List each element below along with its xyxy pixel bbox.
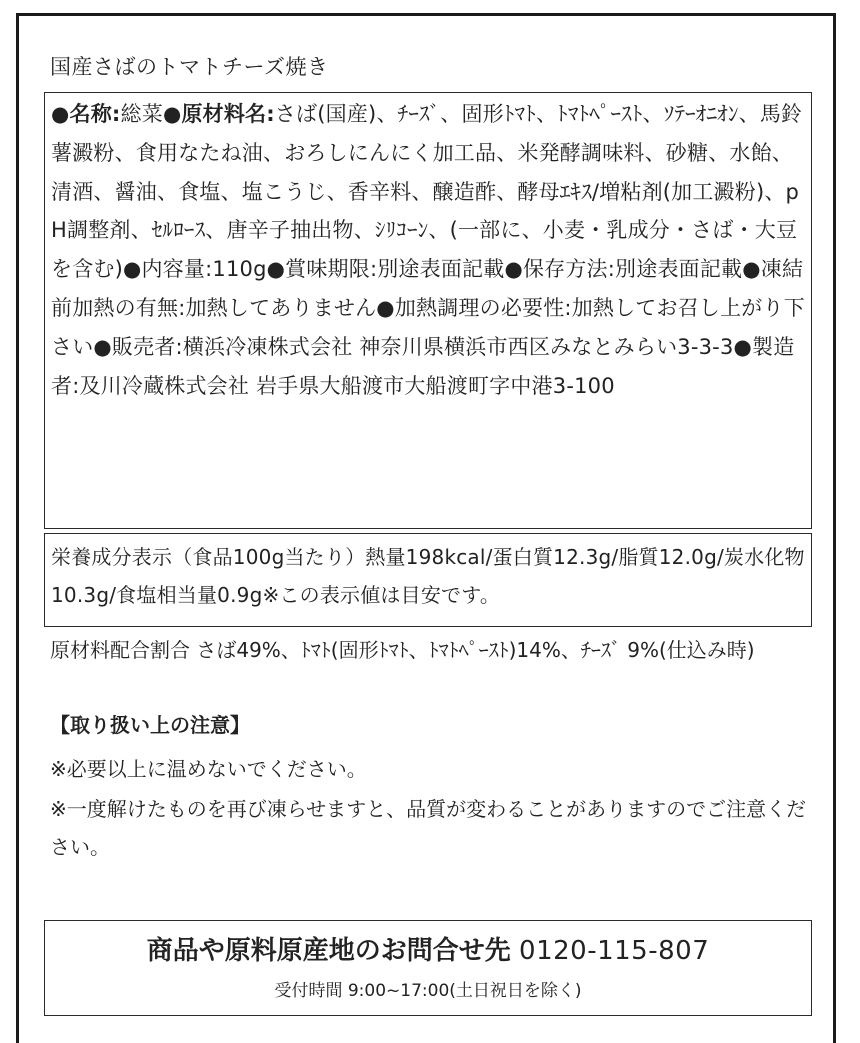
best-before-value: 別途表面記載 — [377, 257, 505, 282]
label-details-box — [44, 92, 812, 529]
maker-label: ●製造者: — [51, 334, 795, 398]
caution-line-2: ※一度解けたものを再び凍らせますと、品質が変わることがありますのでご注意ください。 — [50, 797, 807, 859]
contact-hours: 受付時間 9:00~17:00(土日祝日を除く) — [274, 981, 582, 1001]
nutrition-text: 栄養成分表示（食品100g当たり）熱量198kcal/蛋白質12.3g/脂質12.0g/炭水化物10.3g/食塩相当量0.9g※この表示値は目安です。 — [51, 545, 805, 607]
name-value: 総菜 — [120, 102, 163, 126]
ingredient-ratio-text: 原材料配合割合 さば49%、ﾄﾏﾄ(固形ﾄﾏﾄ、ﾄﾏﾄﾍﾟｰｽﾄ)14%、ﾁｰｽﾞ 9%(仕込み時) — [50, 638, 755, 662]
seller-label: ●販売者: — [93, 334, 183, 359]
maker-value: 及川冷蔵株式会社 岩手県大船渡市大船渡町字中港3-100 — [79, 373, 615, 398]
cooking-need-label: ●加熱調理の必要性: — [376, 295, 572, 320]
best-before-label: ●賞味期限: — [266, 257, 378, 282]
nutrition-box — [44, 533, 812, 627]
heating-before-freeze-label: ●凍結前加熱の有無: — [51, 257, 804, 320]
label-details-text — [51, 95, 811, 405]
product-title: 国産さばのトマトチーズ焼き — [50, 55, 329, 79]
contact-line — [45, 931, 811, 971]
name-label: ●名称: — [51, 102, 121, 126]
ingredients-label: ●原材料名: — [162, 102, 275, 126]
seller-value: 横浜冷凍株式会社 神奈川県横浜市西区みなとみらい3-3-3 — [182, 334, 734, 359]
cooking-need-value: 加熱してお召し上がり下さい — [51, 295, 805, 359]
contact-box — [44, 920, 812, 1016]
content-value: 110g — [212, 257, 267, 282]
heating-before-freeze-value: 加熱してありません — [185, 295, 377, 320]
storage-value: 別途表面記載 — [615, 257, 743, 282]
ingredients-value: さば(国産)、ﾁｰｽﾞ、固形ﾄﾏﾄ、ﾄﾏﾄﾍﾟｰｽﾄ、ｿﾃｰｵﾆｵﾝ、馬鈴薯澱粉、食用なたね油、おろしにんにく加工品、米発酵調味料、砂糖、水飴、清酒、醤油、食塩、塩こうじ、香辛料、醸造酢、酵母ｴｷｽ/増粘剤(加工澱粉)、pH調整剤、ｾﾙﾛｰｽ、唐辛子抽出物、ｼﾘｺｰﾝ、(一部に、小麦・乳成分・さば・大豆を含む) — [51, 102, 803, 282]
caution-heading: 【取り扱い上の注意】 — [50, 713, 250, 737]
contact-phone: 0120-115-807 — [519, 936, 710, 966]
storage-label: ●保存方法: — [504, 257, 616, 282]
caution-line-1: ※必要以上に温めないでください。 — [50, 757, 367, 781]
content-label: ●内容量: — [123, 257, 213, 282]
contact-label: 商品や原料原産地のお問合せ先 — [146, 936, 511, 966]
